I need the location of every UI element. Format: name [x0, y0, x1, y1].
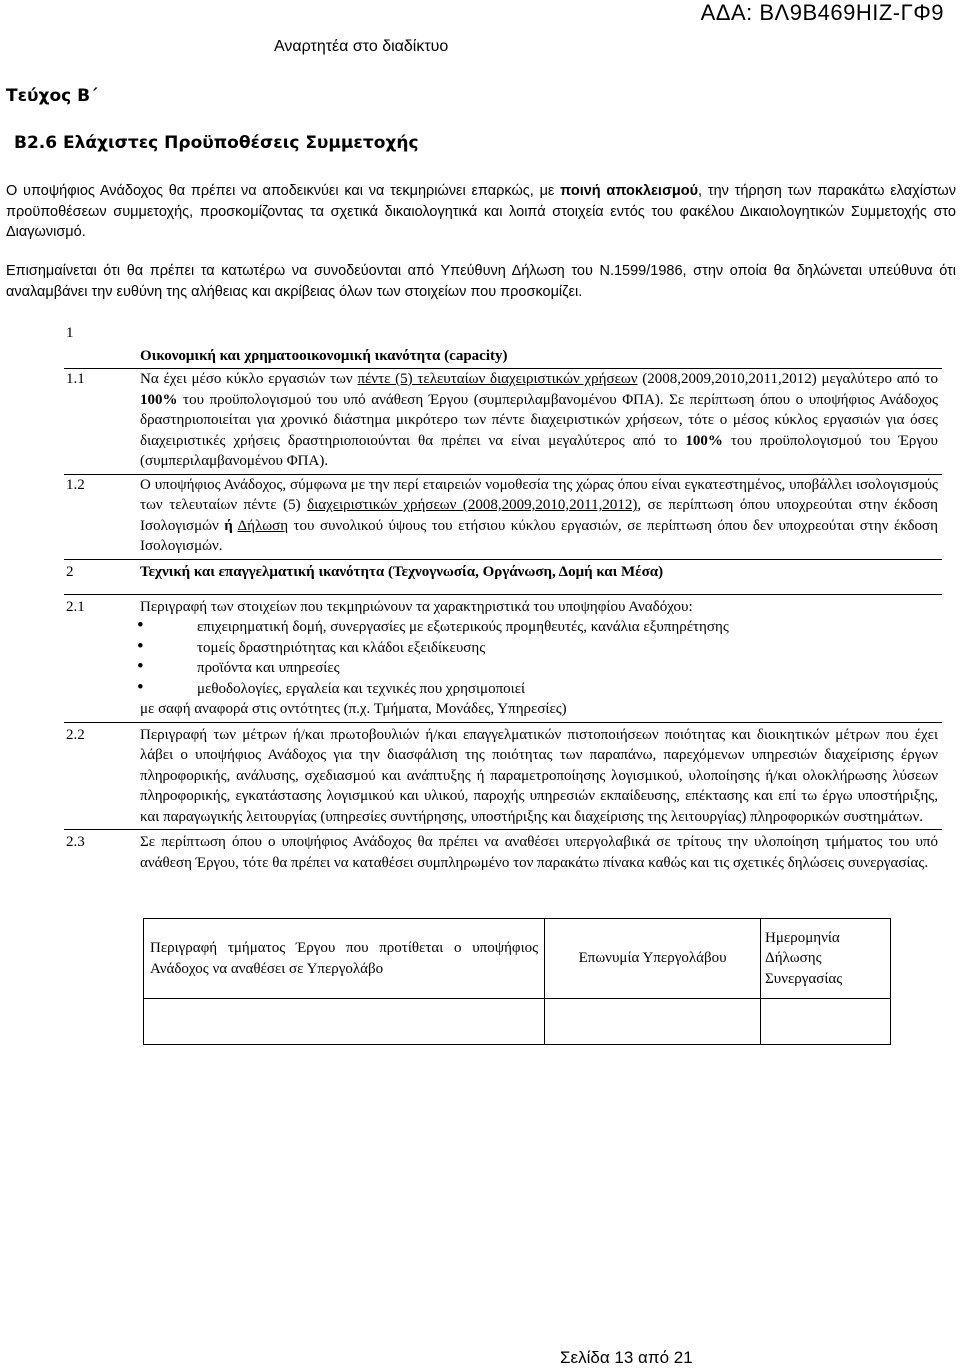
requirements-table [64, 323, 942, 875]
req-number: 2.1 [66, 598, 85, 615]
req-text-2-3: Σε περίπτωση όπου ο υποψήφιος Ανάδοχος θα πρέπει να αναθέσει υπεργολαβικά σε τρίτους την υλοποίηση τμήματος του υπό ανάθεση Έργου, τότε θα πρέπει να καταθέσει συμπληρωμένο τον παρακάτω πίνακα καθώς και τις σχετικές δηλώσεις συνεργασίας. [136, 830, 942, 876]
req-text-2-1 [136, 594, 942, 722]
requirement-row-2 [64, 559, 942, 594]
empty-cell[interactable] [144, 999, 545, 1045]
subcontractor-header-row [144, 919, 891, 999]
requirement-row-1 [64, 323, 942, 369]
req-text-2-2: Περιγραφή των μέτρων ή/και πρωτοβουλιών ή/και επαγγελματικών πιστοποιήσεων ποιότητας και διοικητικών μέτρων που έχει λάβει ο υποψήφιος Ανάδοχος για την διασφάλιση της ποιότητας των παραπάνω, παρεχόμενων υπηρεσιών διαχείρισης έργων πληροφορικής, ανάλυσης, σχεδιασμού και ανάπτυξης ή παραμετροποίησης λογισμικού, υλοποίησης ή/και ολοκλήρωσης λύσεων πληροφορικής, εγκατάστασης λογισμικού και υλικού, παροχής υπηρεσιών εκπαίδευσης, επέκτασης και επί τω έργω υποστήριξης, και παραγωγικής λειτουργίας (υπηρεσίες συντήρησης, υποστήριξης και διαχείρισης της λειτουργίας) πληροφορικών συστημάτων. [136, 722, 942, 830]
col-header-description: Περιγραφή τμήματος Έργου που προτίθεται ο υποψήφιος Ανάδοχος να αναθέσει σε Υπεργολάβο [144, 919, 545, 999]
issue-label: Τεύχος Β΄ [6, 86, 98, 106]
col-header-subcontractor-name: Επωνυμία Υπεργολάβου [545, 919, 761, 999]
posted-online-label: Αναρτητέα στο διαδίκτυο [274, 38, 449, 55]
req-heading-financial: Οικονομική και χρηματοοικονομική ικανότητα (capacity) [140, 347, 508, 364]
req-number: 2.2 [66, 726, 85, 743]
intro-paragraph-1: Ο υποψήφιος Ανάδοχος θα πρέπει να αποδεικνύει και να τεκμηριώνει επαρκώς, με ποινή αποκλεισμού, την τήρηση των παρακάτω ελαχίστων προϋποθέσεων συμμετοχής, προσκομίζοντας τα σχετικά δικαιολογητικά και λοιπά στοιχεία εντός του φακέλου Δικαιολογητικών Συμμετοχής στο Διαγωνισμό. [6, 183, 956, 240]
intro-paragraph-2: Επισημαίνεται ότι θα πρέπει τα κατωτέρω να συνοδεύονται από Υπεύθυνη Δήλωση του Ν.1599/1986, στην οποία θα δηλώνεται υπεύθυνα ότι αναλαμβάνει την ευθύνη της αλήθειας και ακρίβειας όλων των στοιχείων που προσκομίζει. [6, 263, 956, 300]
empty-cell[interactable] [545, 999, 761, 1045]
req-number: 1.2 [66, 476, 85, 493]
bullet-item: • τομείς δραστηριότητας και κλάδοι εξειδίκευσης [140, 638, 938, 659]
req-2-1-outro: με σαφή αναφορά στις οντότητες (π.χ. Τμήματα, Μονάδες, Υπηρεσίες) [140, 701, 567, 717]
ada-code: ΑΔΑ: ΒΛ9Β469ΗΙΖ-ΓΦ9 [700, 0, 944, 25]
requirement-row-2-3 [64, 830, 942, 876]
empty-cell[interactable] [761, 999, 891, 1045]
subcontractor-table [143, 918, 891, 1045]
req-text-1-2: Ο υποψήφιος Ανάδοχος, σύμφωνα με την περί εταιρειών νομοθεσία της χώρας όπου είναι εγκατεστημένος, υποβάλλει ισολογισμούς των τελευταίων πέντε (5) διαχειριστικών χρήσεων (2008,2009,2010,2011,2012), σε περίπτωση όπου υποχρεούται στην έκδοση Ισολογισμών ή Δήλωση του συνολικού ύψους του ετήσιου κύκλου εργασιών, σε περίπτωση όπου δεν υποχρεούται στην έκδοση Ισολογισμών. [136, 474, 942, 559]
req-text-1-1: Να έχει μέσο κύκλο εργασιών των πέντε (5) τελευταίων διαχειριστικών χρήσεων (2008,2009,2010,2011,2012) μεγαλύτερο από το 100% του προϋπολογισμού του υπό ανάθεση Έργου (συμπεριλαμβανομένου ΦΠΑ). Σε περίπτωση όπου ο υποψήφιος Ανάδοχος δραστηριοποιείται για χρονικό διάστημα μικρότερο των πέντε διαχειριστικών χρήσεων, τότε ο μέσος κύκλος εργασιών για όσες διαχειριστικές χρήσεις δραστηριοποιούνται θα πρέπει να είναι μεγαλύτερος από το 100% του προϋπολογισμού του Έργου (συμπεριλαμβανομένου ΦΠΑ). [136, 369, 942, 475]
bullet-item: • επιχειρηματική δομή, συνεργασίες με εξωτερικούς προμηθευτές, κανάλια εξυπηρέτησης [140, 617, 938, 638]
bullet-item: • μεθοδολογίες, εργαλεία και τεχνικές που χρησιμοποιεί [140, 679, 938, 700]
col-header-declaration-date [761, 919, 891, 999]
page-number: Σελίδα 13 από 21 [560, 1348, 693, 1367]
requirement-row-1-2 [64, 474, 942, 559]
col3-line: Ημερομηνία [765, 929, 840, 946]
req-heading-technical: Τεχνική και επαγγελματική ικανότητα (Τεχνογνωσία, Οργάνωση, Δομή και Μέσα) [140, 563, 664, 580]
col3-line: Δήλωσης [765, 950, 822, 967]
bullet-item: • προϊόντα και υπηρεσίες [140, 658, 938, 679]
col3-line: Συνεργασίας [765, 970, 843, 987]
req-number: 2 [66, 563, 74, 580]
req-number: 1.1 [66, 371, 85, 387]
subcontractor-empty-row [144, 999, 891, 1045]
requirement-row-1-1 [64, 369, 942, 475]
req-number: 2.3 [66, 834, 85, 850]
req-2-1-bullet-list [140, 617, 938, 699]
section-title: Β2.6 Ελάχιστες Προϋποθέσεις Συμμετοχής [14, 133, 419, 153]
requirement-row-2-1 [64, 594, 942, 722]
requirement-row-2-2 [64, 722, 942, 830]
req-2-1-intro: Περιγραφή των στοιχείων που τεκμηριώνουν τα χαρακτηριστικά του υποψηφίου Αναδόχου: [140, 598, 693, 615]
req-number: 1 [66, 325, 74, 341]
